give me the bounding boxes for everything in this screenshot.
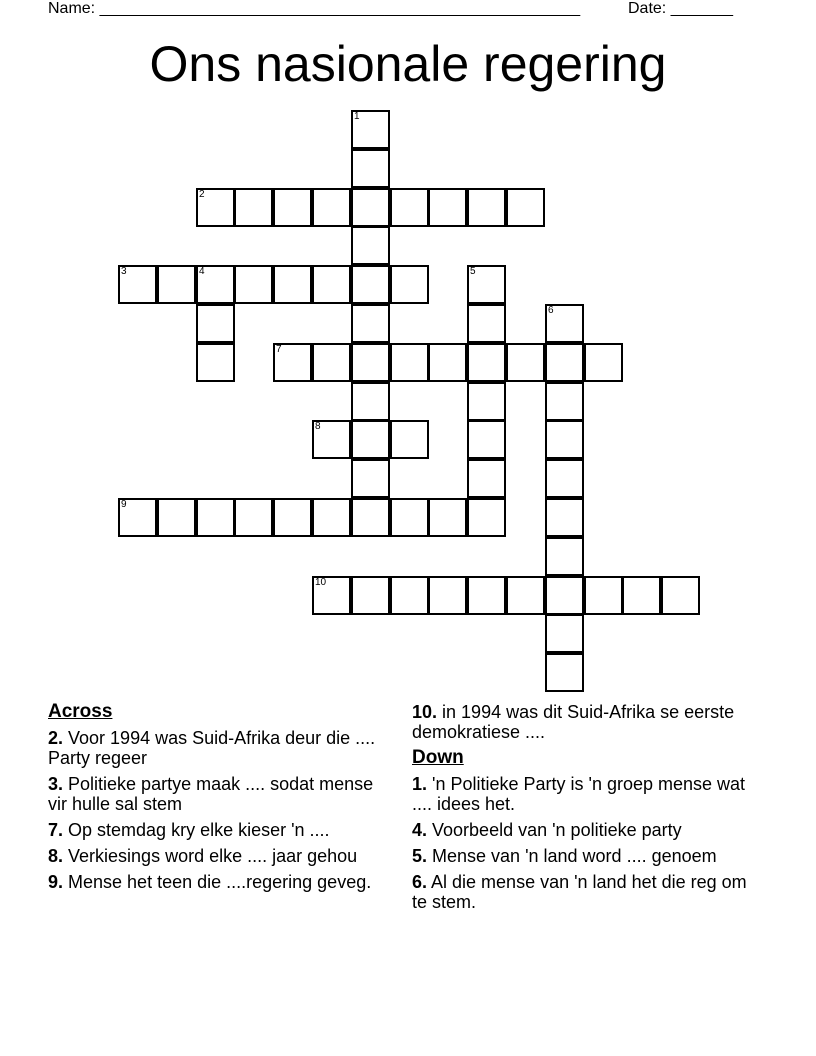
grid-cell[interactable] xyxy=(545,343,584,382)
grid-cell[interactable] xyxy=(234,265,273,304)
grid-cell[interactable] xyxy=(622,576,661,615)
grid-cell[interactable] xyxy=(351,498,390,537)
grid-cell[interactable] xyxy=(312,188,351,227)
grid-cell[interactable] xyxy=(312,265,351,304)
grid-cell[interactable] xyxy=(234,188,273,227)
date-field[interactable]: Date: _______ xyxy=(628,0,733,17)
clue-number-6: 6 xyxy=(548,305,554,316)
grid-cell[interactable] xyxy=(157,498,196,537)
grid-cell[interactable] xyxy=(545,304,584,343)
across-clue-3: 3. Politieke partye maak .... sodat mense vir hulle sal stem xyxy=(48,774,374,814)
grid-cell[interactable] xyxy=(428,498,467,537)
across-clue-10: 10. in 1994 was dit Suid-Afrika se eerste demokratiese .... xyxy=(412,702,735,742)
grid-cell[interactable] xyxy=(390,343,429,382)
grid-cell[interactable] xyxy=(312,343,351,382)
grid-cell[interactable] xyxy=(351,420,390,459)
grid-cell[interactable] xyxy=(428,343,467,382)
grid-cell[interactable] xyxy=(234,498,273,537)
grid-cell[interactable] xyxy=(351,343,390,382)
grid-cell[interactable] xyxy=(273,265,312,304)
across-clue-9: 9. Mense het teen die ....regering geveg. xyxy=(48,872,372,892)
grid-cell[interactable] xyxy=(506,188,545,227)
across-heading: Across xyxy=(48,701,113,722)
clue-number-3: 3 xyxy=(121,266,127,277)
clue-number-8: 8 xyxy=(315,421,321,432)
down-clue-1: 1. 'n Politieke Party is 'n groep mense wat .... idees het. xyxy=(412,774,746,814)
clue-number-10: 10 xyxy=(315,577,327,588)
grid-cell[interactable] xyxy=(390,265,429,304)
grid-cell[interactable] xyxy=(467,459,506,498)
down-clue-4: 4. Voorbeeld van 'n politieke party xyxy=(412,820,682,840)
page-title: Ons nasionale regering xyxy=(149,36,667,92)
clues-column-right xyxy=(412,702,752,918)
grid-cell[interactable] xyxy=(661,576,700,615)
clue-number-5: 5 xyxy=(470,266,476,277)
grid-cell[interactable] xyxy=(351,149,390,188)
clue-number-9: 9 xyxy=(121,499,127,510)
grid-cell[interactable] xyxy=(428,576,467,615)
grid-cell[interactable] xyxy=(351,459,390,498)
grid-cell[interactable] xyxy=(390,498,429,537)
across-clue-8: 8. Verkiesings word elke .... jaar gehou xyxy=(48,846,358,866)
grid-cell[interactable] xyxy=(196,343,235,382)
grid-cell[interactable] xyxy=(545,459,584,498)
grid-cell[interactable] xyxy=(118,498,157,537)
grid-cell[interactable] xyxy=(545,498,584,537)
clue-number-1: 1 xyxy=(354,111,360,122)
grid-cell[interactable] xyxy=(196,265,235,304)
grid-cell[interactable] xyxy=(545,537,584,576)
grid-cell[interactable] xyxy=(196,188,235,227)
grid-cell[interactable] xyxy=(506,576,545,615)
across-clue-7: 7. Op stemdag kry elke kieser 'n .... xyxy=(48,820,330,840)
grid-cell[interactable] xyxy=(467,498,506,537)
grid-cell[interactable] xyxy=(584,576,623,615)
grid-cell[interactable] xyxy=(545,576,584,615)
grid-cell[interactable] xyxy=(312,498,351,537)
grid-cell[interactable] xyxy=(390,188,429,227)
grid-cell[interactable] xyxy=(196,498,235,537)
grid-cell[interactable] xyxy=(584,343,623,382)
grid-cell[interactable] xyxy=(351,110,390,149)
grid-cell[interactable] xyxy=(545,614,584,653)
grid-cell[interactable] xyxy=(467,265,506,304)
grid-cell[interactable] xyxy=(428,188,467,227)
grid-cell[interactable] xyxy=(467,576,506,615)
down-clue-6: 6. Al die mense van 'n land het die reg om te stem. xyxy=(412,872,747,912)
grid-cell[interactable] xyxy=(545,653,584,692)
down-heading: Down xyxy=(412,747,464,768)
clue-number-4: 4 xyxy=(199,266,205,277)
grid-cell[interactable] xyxy=(351,226,390,265)
grid-cell[interactable] xyxy=(351,265,390,304)
clue-number-2: 2 xyxy=(199,189,205,200)
grid-cell[interactable] xyxy=(545,420,584,459)
grid-cell[interactable] xyxy=(273,188,312,227)
grid-cell[interactable] xyxy=(312,420,351,459)
across-clue-2: 2. Voor 1994 was Suid-Afrika deur die .... Party regeer xyxy=(48,728,376,768)
grid-cell[interactable] xyxy=(467,304,506,343)
clues-column-left xyxy=(48,702,378,898)
grid-cell[interactable] xyxy=(467,188,506,227)
grid-cell[interactable] xyxy=(351,188,390,227)
grid-cell[interactable] xyxy=(351,576,390,615)
clue-number-7: 7 xyxy=(276,344,282,355)
grid-cell[interactable] xyxy=(390,420,429,459)
grid-cell[interactable] xyxy=(467,343,506,382)
grid-cell[interactable] xyxy=(390,576,429,615)
grid-cell[interactable] xyxy=(545,382,584,421)
grid-cell[interactable] xyxy=(312,576,351,615)
grid-cell[interactable] xyxy=(196,304,235,343)
grid-cell[interactable] xyxy=(351,304,390,343)
grid-cell[interactable] xyxy=(157,265,196,304)
grid-cell[interactable] xyxy=(351,382,390,421)
grid-cell[interactable] xyxy=(467,420,506,459)
grid-cell[interactable] xyxy=(467,382,506,421)
grid-cell[interactable] xyxy=(506,343,545,382)
down-clue-5: 5. Mense van 'n land word .... genoem xyxy=(412,846,717,866)
grid-cell[interactable] xyxy=(273,498,312,537)
name-field[interactable]: Name: ______________________________________________________ xyxy=(48,0,581,17)
grid-cell[interactable] xyxy=(273,343,312,382)
grid-cell[interactable] xyxy=(118,265,157,304)
